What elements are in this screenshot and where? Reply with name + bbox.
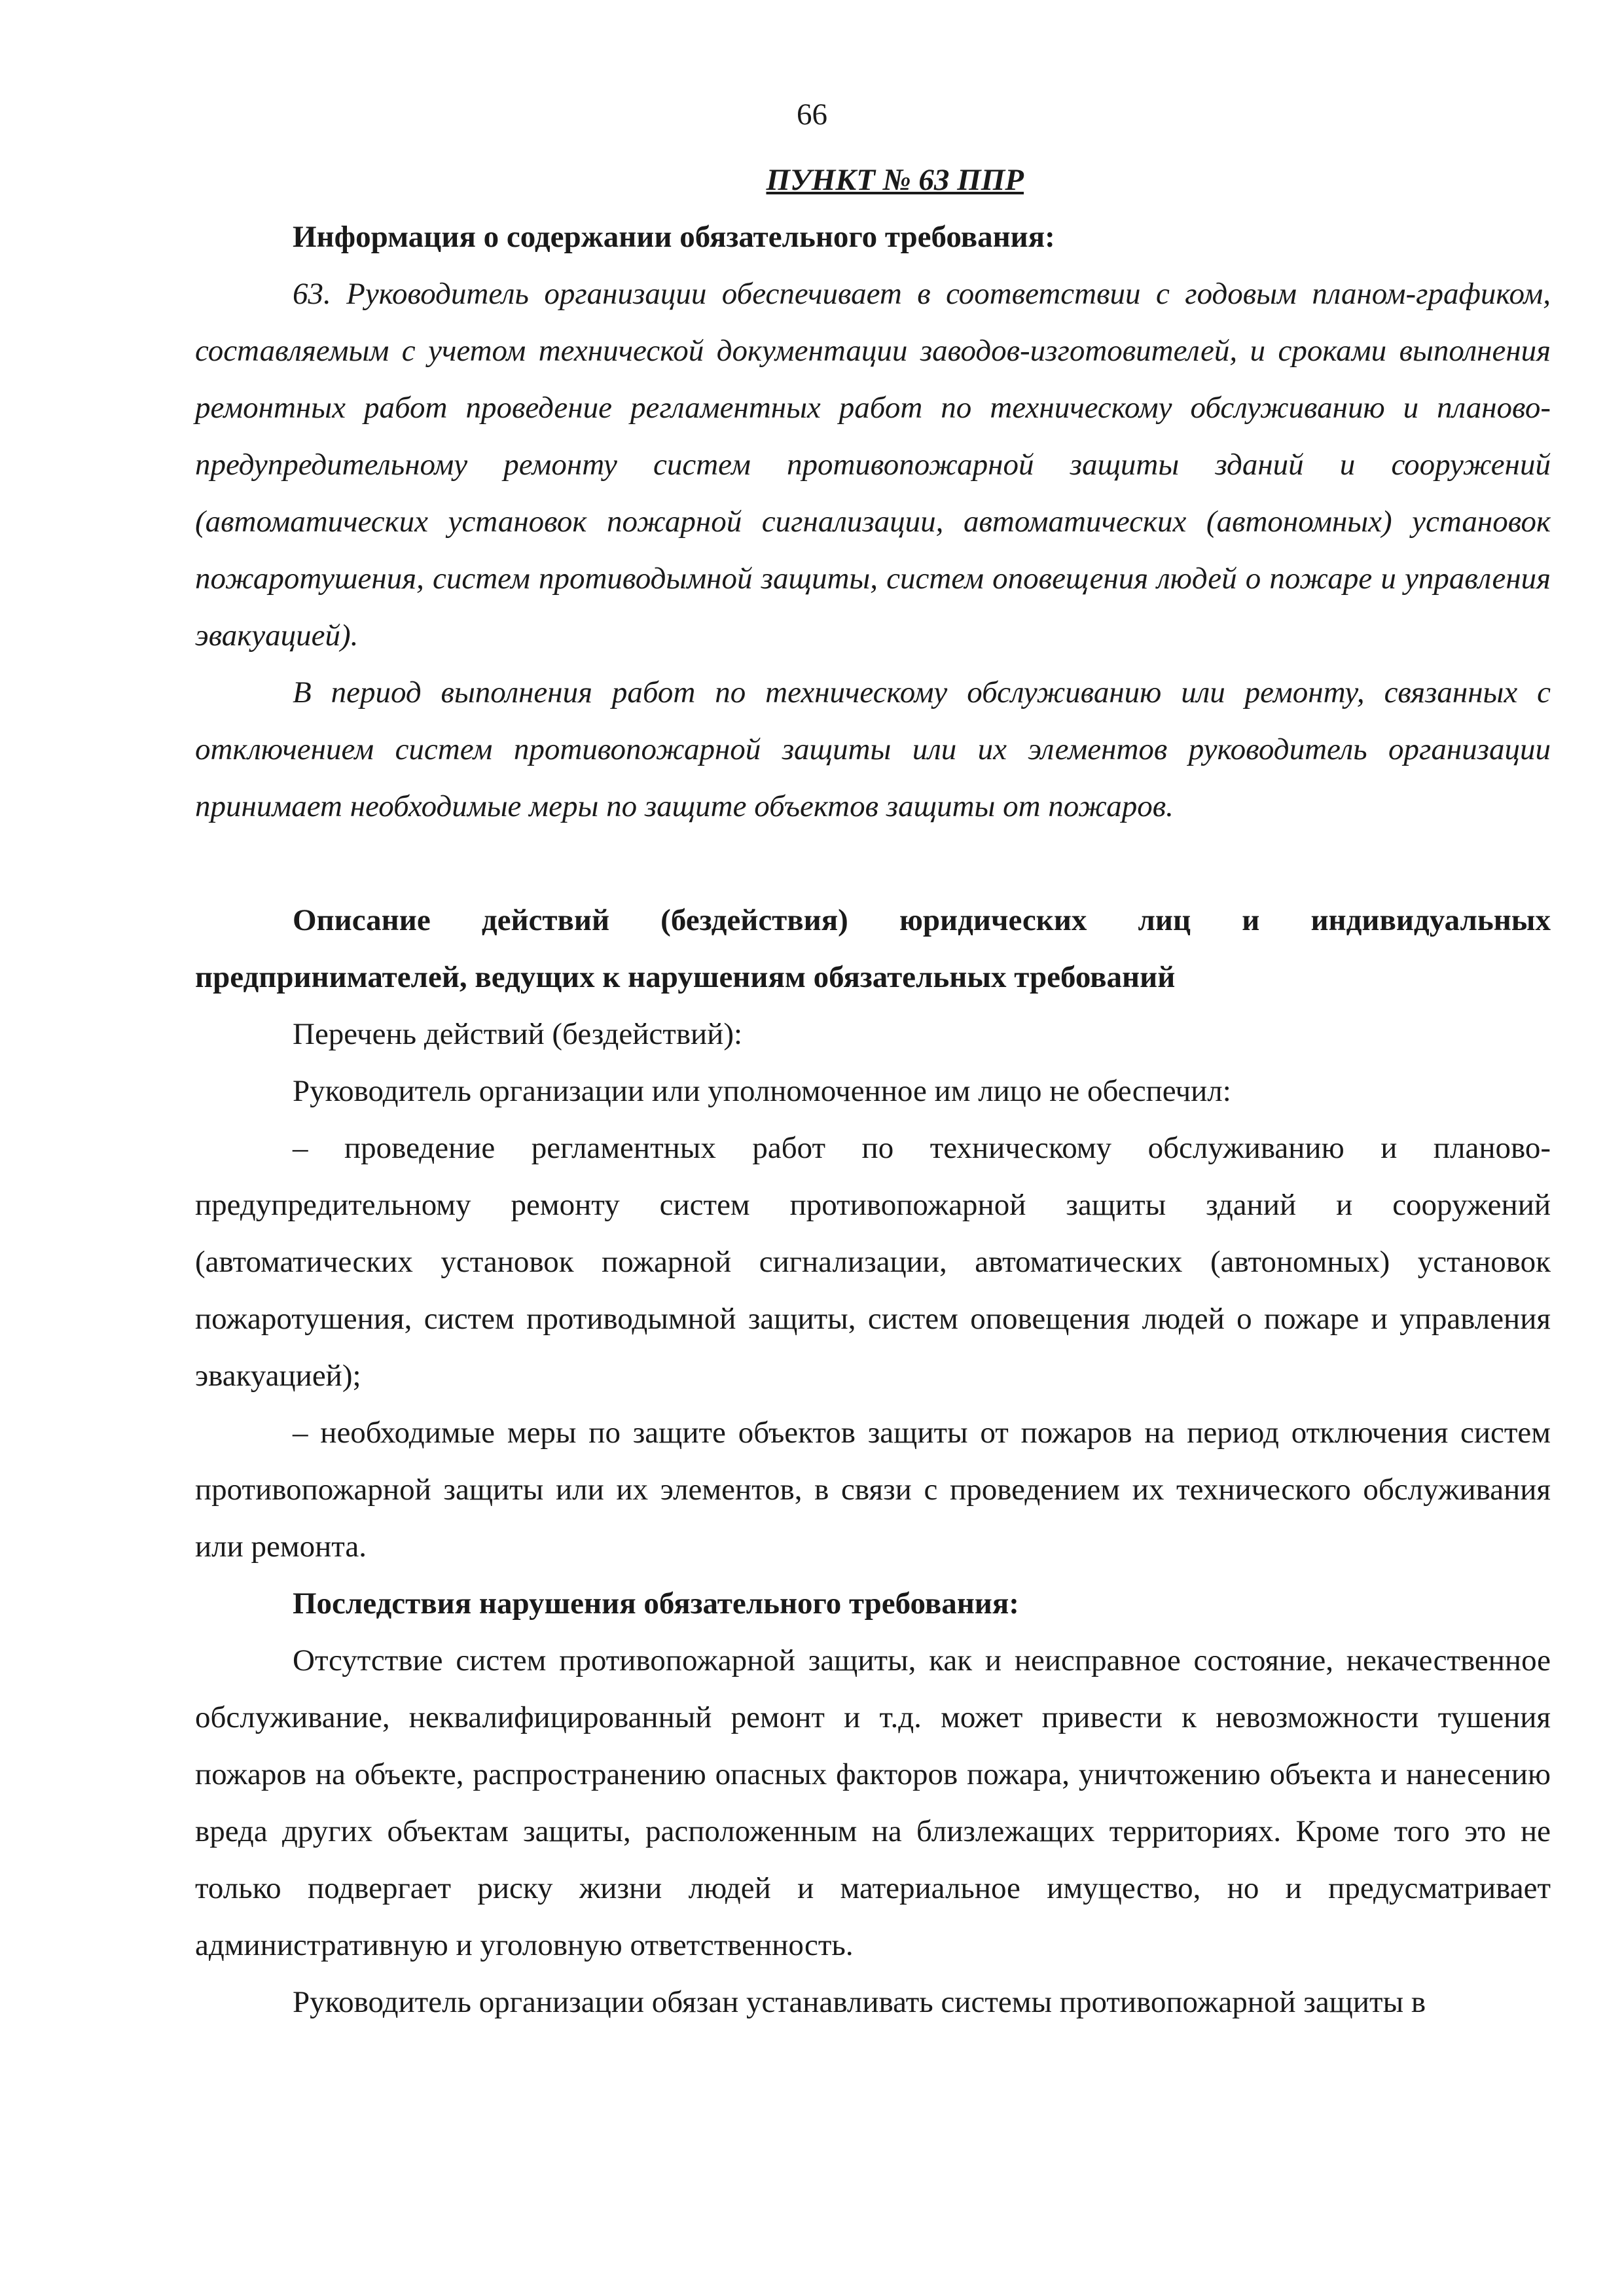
document-title: ПУНКТ № 63 ППР	[766, 163, 1024, 197]
page-content	[195, 152, 1551, 2031]
consequences-paragraph: Руководитель организации обязан устанавливать системы противопожарной защиты в	[293, 1985, 1426, 2019]
page-number: 66	[797, 98, 827, 132]
actions-list-item: – проведение регламентных работ по техническому обслуживанию и планово-предупредительному ремонту систем противопожарной защиты зданий и сооружений (автоматических установок пожарной сигнализации, автоматических (автономных) установок пожаротушения, систем противодымной защиты, систем оповещения людей о пожаре и управления эвакуацией);	[195, 1131, 1551, 1393]
consequences-paragraph: Отсутствие систем противопожарной защиты, как и неисправное состояние, некачественное обслуживание, неквалифицированный ремонт и т.д. может привести к невозможности тушения пожаров на объекте, распространению опасных факторов пожара, уничтожению объекта и нанесению вреда других объектам защиты, расположенным на близлежащих территориях. Кроме того это не только подвергает риску жизни людей и материальное имущество, но и предусматривает административную и уголовную ответственность.	[195, 1643, 1551, 1962]
requirement-paragraph: 63. Руководитель организации обеспечивает в соответствии с годовым планом-графиком, составляемым с учетом технической документации заводов-изготовителей, и сроками выполнения ремонтных работ проведение регламентных работ по техническому обслуживанию и планово-предупредительному ремонту систем противопожарной защиты зданий и сооружений (автоматических установок пожарной сигнализации, автоматических (автономных) установок пожаротушения, систем противодымной защиты, систем оповещения людей о пожаре и управления эвакуацией).	[195, 277, 1551, 653]
requirement-paragraph: В период выполнения работ по техническому обслуживанию или ремонту, связанных с отключением систем противопожарной защиты или их элементов руководитель организации принимает необходимые меры по защите объектов защиты от пожаров.	[195, 675, 1551, 823]
consequences-heading: Последствия нарушения обязательного требования:	[293, 1587, 1019, 1621]
actions-paragraph: Перечень действий (бездействий):	[293, 1017, 743, 1051]
section-spacer	[195, 835, 1551, 892]
actions-paragraph: Руководитель организации или уполномоченное им лицо не обеспечил:	[293, 1074, 1231, 1108]
actions-heading: Описание действий (бездействия) юридических лиц и индивидуальных предпринимателей, ведущих к нарушениям обязательных требований	[195, 903, 1551, 994]
info-heading: Информация о содержании обязательного требования:	[293, 220, 1055, 254]
actions-list-item: – необходимые меры по защите объектов защиты от пожаров на период отключения систем противопожарной защиты или их элементов, в связи с проведением их технического обслуживания или ремонта.	[195, 1416, 1551, 1564]
